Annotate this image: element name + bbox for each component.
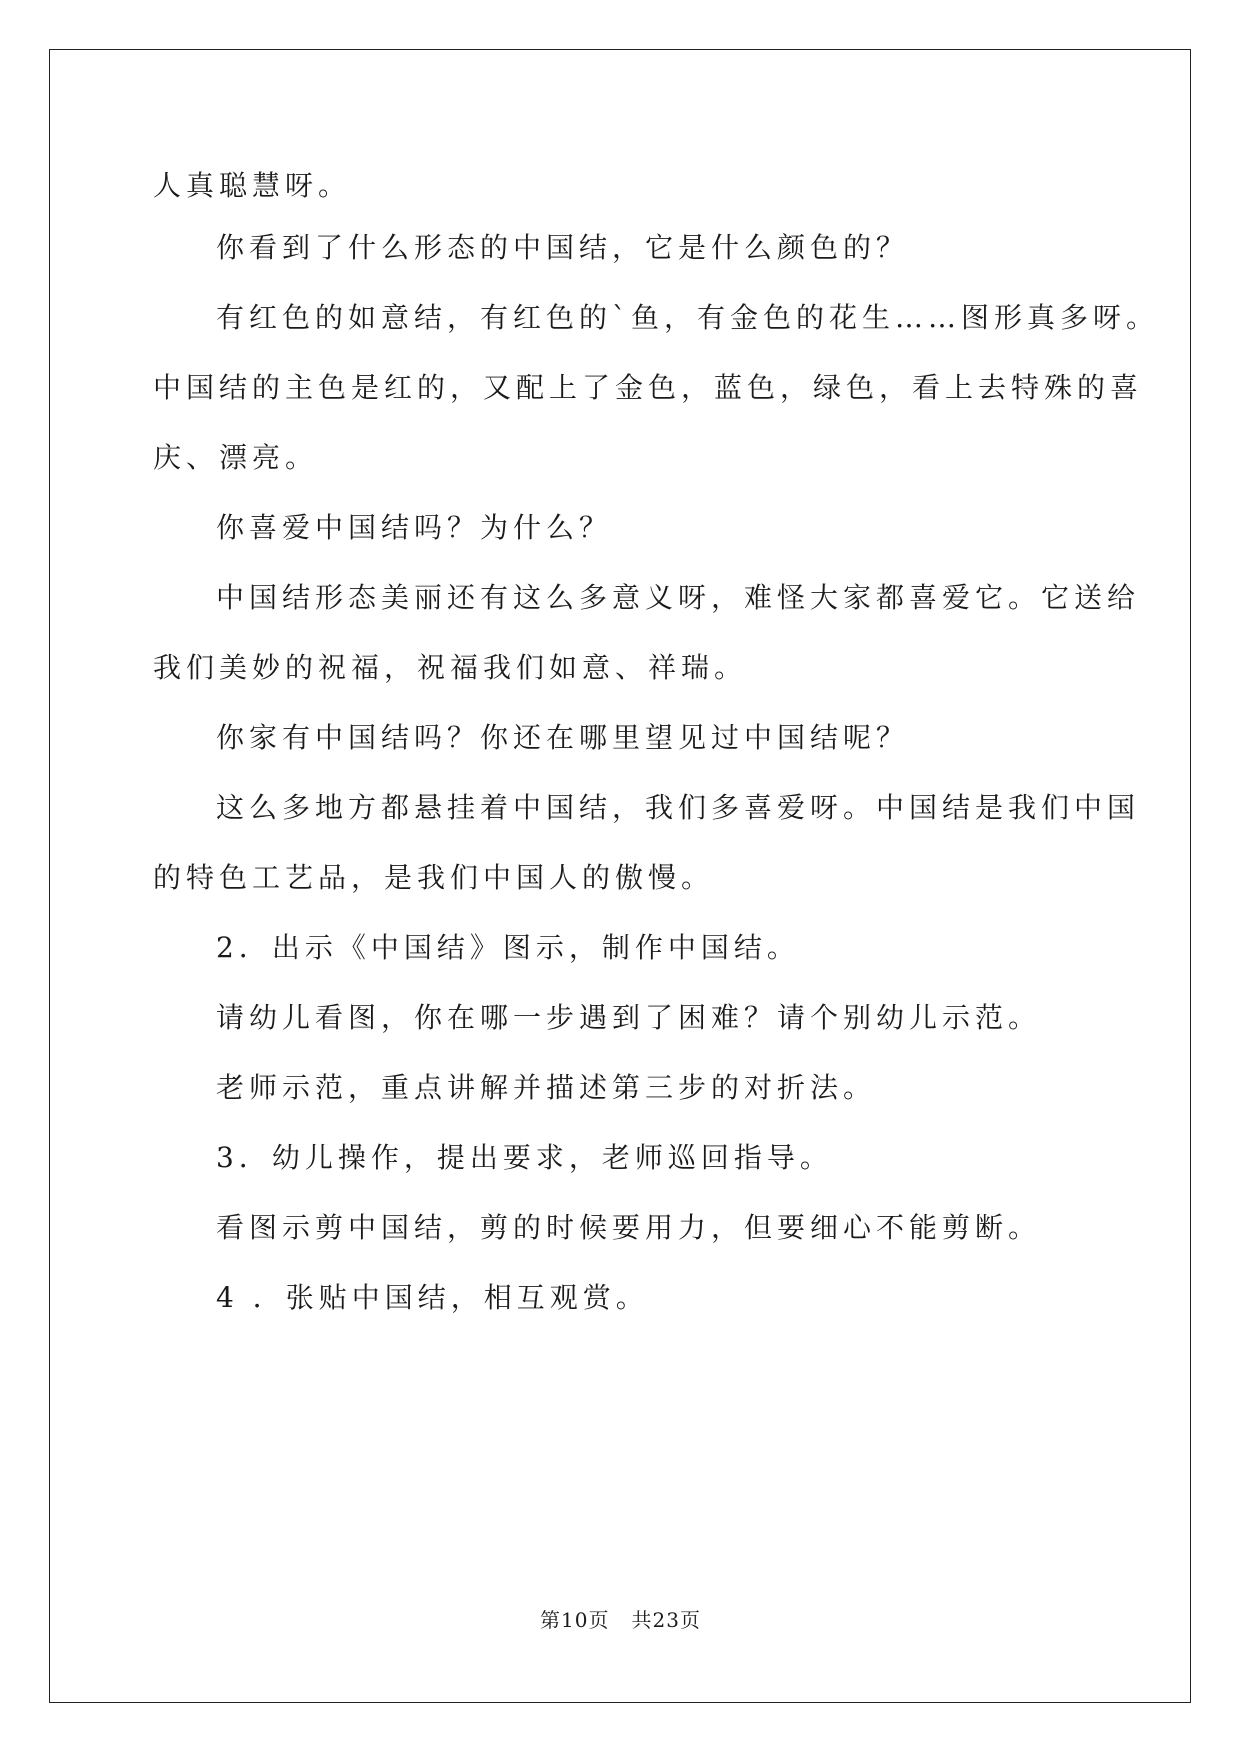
text-line: 你看到了什么形态的中国结，它是什么颜色的？	[216, 231, 910, 264]
text-line: 你家有中国结吗？你还在哪里望见过中国结呢？	[216, 721, 910, 754]
text-line: 你喜爱中国结吗？为什么？	[216, 511, 613, 544]
text-line: 人真聪慧呀。	[153, 169, 352, 202]
text-line: 看图示剪中国结，剪的时候要用力，但要细心不能剪断。	[216, 1211, 1042, 1244]
text-line: 老师示范，重点讲解并描述第三步的对折法。	[216, 1071, 877, 1104]
text-line: 有红色的如意结，有红色的`鱼，有金色的花生……图形真多呀。	[216, 301, 1160, 334]
text-line: 庆、漂亮。	[153, 441, 319, 474]
text-line: 3．幼儿操作，提出要求，老师巡回指导。	[216, 1141, 833, 1174]
text-line: 中国结的主色是红的，又配上了金色，蓝色，绿色，看上去特殊的喜	[153, 371, 1144, 404]
text-line: 2．出示《中国结》图示，制作中国结。	[216, 931, 800, 964]
page-number-footer: 第10页 共23页	[540, 1608, 701, 1632]
text-line: 中国结形态美丽还有这么多意义呀，难怪大家都喜爱它。它送给	[216, 581, 1141, 614]
text-line: 请幼儿看图，你在哪一步遇到了困难？请个别幼儿示范。	[216, 1001, 1042, 1034]
text-line: 我们美妙的祝福，祝福我们如意、祥瑞。	[153, 651, 748, 684]
text-line: 的特色工艺品，是我们中国人的傲慢。	[153, 861, 715, 894]
text-line: 4 ．张贴中国结，相互观赏。	[216, 1281, 649, 1314]
text-line: 这么多地方都悬挂着中国结，我们多喜爱呀。中国结是我们中国	[216, 791, 1141, 824]
